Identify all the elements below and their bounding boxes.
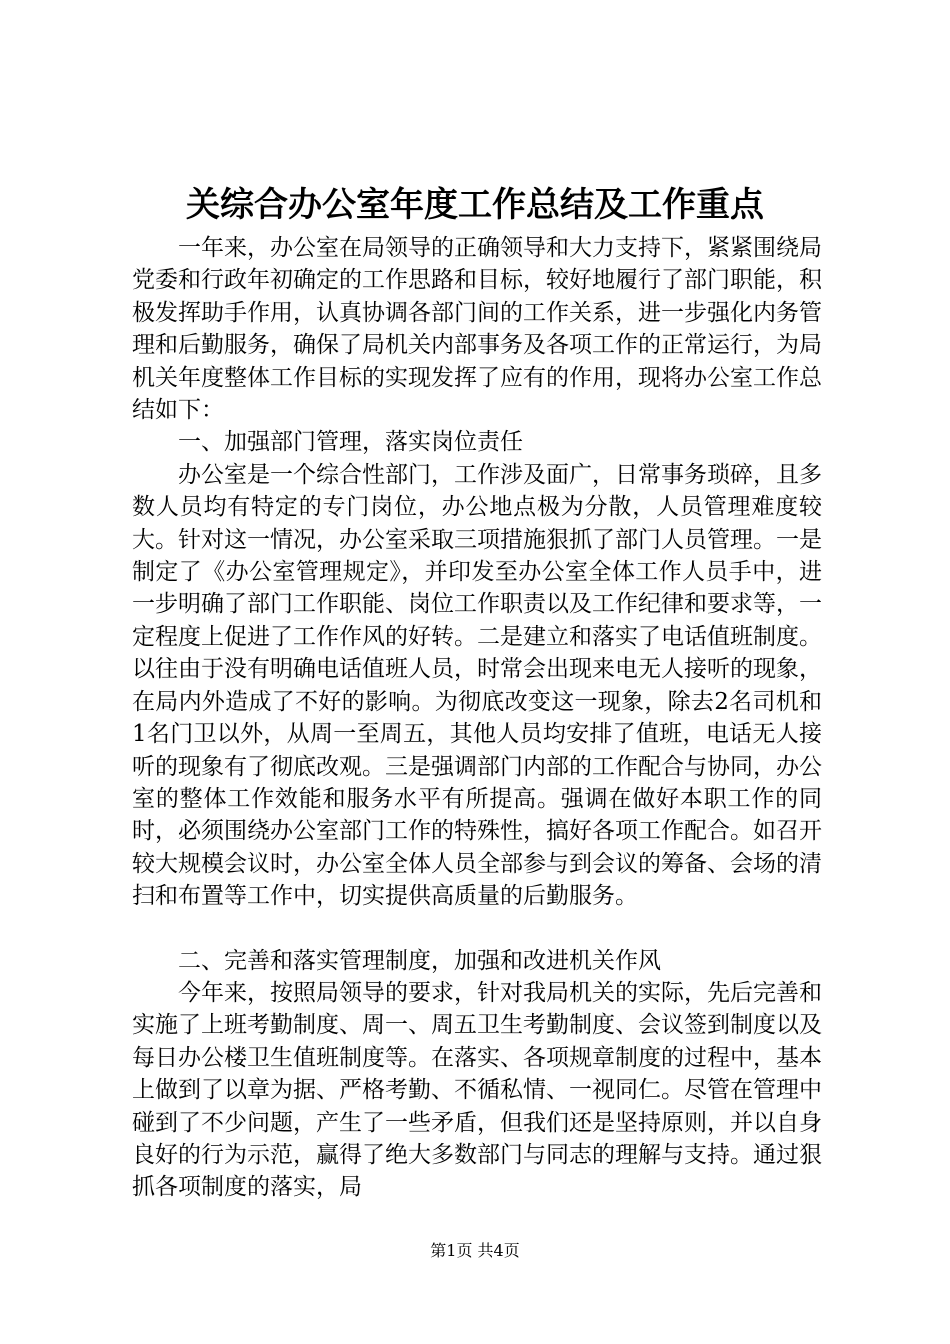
section-1-heading: 一、加强部门管理，落实岗位责任 [178,429,523,456]
paragraph-spacer [132,913,822,945]
document-body [132,232,822,1204]
section-2-heading: 二、完善和落实管理制度，加强和改进机关作风 [178,947,661,974]
intro-paragraph: 一年来，办公室在局领导的正确领导和大力支持下，紧紧围绕局党委和行政年初确定的工作思路和目标，较好地履行了部门职能，积极发挥助手作用，认真协调各部门间的工作关系，进一步强化内务管理和后勤服务，确保了局机关内部事务及各项工作的正常运行，为局机关年度整体工作目标的实现发挥了应有的作用，现将办公室工作总结如下： [132,235,822,424]
section-1-paragraph: 办公室是一个综合性部门，工作涉及面广，日常事务琐碎，且多数人员均有特定的专门岗位，办公地点极为分散，人员管理难度较大。针对这一情况，办公室采取三项措施狠抓了部门人员管理。一是制定了《办公室管理规定》，并印发至办公室全体工作人员手中，进一步明确了部门工作职能、岗位工作职责以及工作纪律和要求等，一定程度上促进了工作作风的好转。二是建立和落实了电话值班制度。以往由于没有明确电话值班人员，时常会出现来电无人接听的现象，在局内外造成了不好的影响。为彻底改变这一现象，除去2名司机和1名门卫以外，从周一至周五，其他人员均安排了值班，电话无人接听的现象有了彻底改观。三是强调部门内部的工作配合与协同，办公室的整体工作效能和服务水平有所提高。强调在做好本职工作的同时，必须围绕办公室部门工作的特殊性，搞好各项工作配合。如召开较大规模会议时，办公室全体人员全部参与到会议的筹备、会场的清扫和布置等工作中，切实提供高质量的后勤服务。 [132,461,822,910]
page-number-footer: 第1页 共4页 [430,1241,520,1260]
document-title: 关综合办公室年度工作总结及工作重点 [186,185,764,225]
section-2-paragraph: 今年来，按照局领导的要求，针对我局机关的实际，先后完善和实施了上班考勤制度、周一、周五卫生考勤制度、会议签到制度以及每日办公楼卫生值班制度等。在落实、各项规章制度的过程中，基本上做到了以章为据、严格考勤、不循私情、一视同仁。尽管在管理中碰到了不少问题，产生了一些矛盾，但我们还是坚持原则，并以自身良好的行为示范，赢得了绝大多数部门与同志的理解与支持。通过狠抓各项制度的落实，局 [132,979,822,1201]
